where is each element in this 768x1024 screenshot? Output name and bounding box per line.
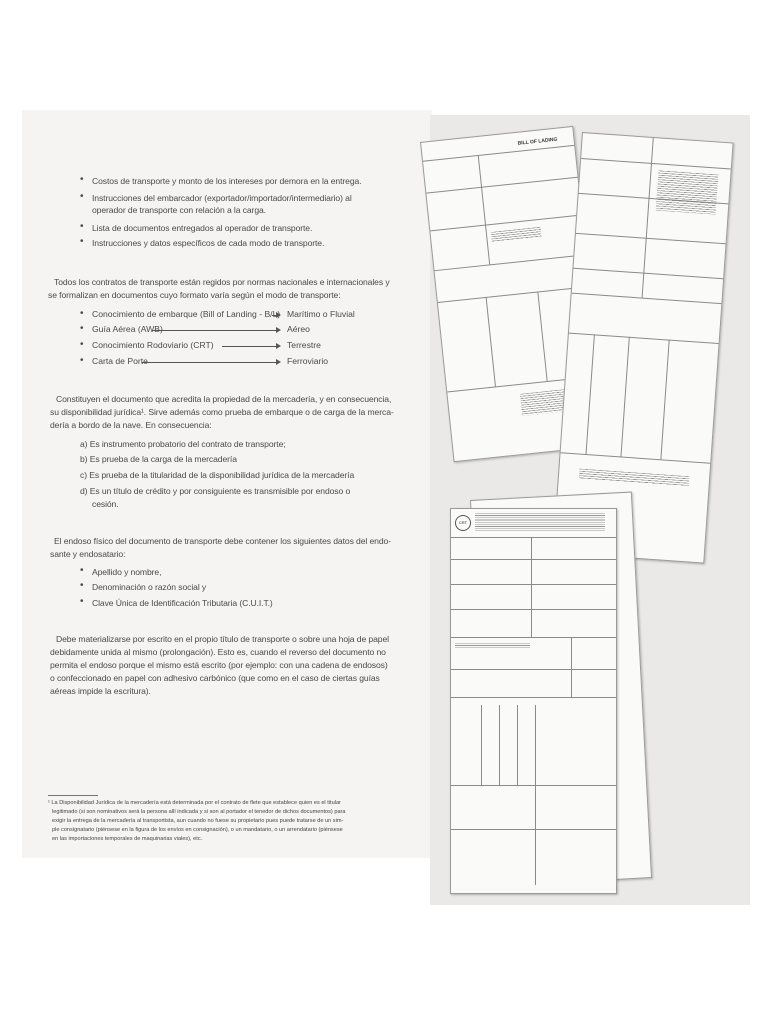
arrow-icon [276, 343, 281, 349]
bullet-marker: • [80, 596, 84, 607]
form-rule [573, 268, 723, 279]
form-rule [451, 697, 616, 698]
paragraph-line: Debe materializarse por escrito en el propio título de transporte o sobre una hoja de papel [56, 634, 389, 644]
paragraph-line: dería a bordo de la nave. En consecuencia: [50, 420, 212, 430]
bullet-marker: • [80, 308, 84, 319]
arrow-icon [276, 359, 281, 365]
form-rule [535, 705, 536, 785]
form-rule [537, 291, 547, 381]
form-rule [561, 452, 711, 463]
bullet-marker: • [80, 191, 84, 202]
form-rule [451, 609, 616, 610]
paragraph-line: su disponibilidad jurídica¹. Sirve además como prueba de embarque o de carga de la merca- [50, 407, 394, 417]
document-name: Conocimiento de embarque (Bill of Landing - B/L) [92, 309, 281, 319]
paragraph-line: permita el endoso porque el mismo está escrito (por ejemplo: con una cadena de endosos) [50, 660, 388, 670]
fine-print-block [579, 469, 689, 487]
form-rule [451, 637, 616, 638]
footnote-line: ¹ La Disponibilidad Jurídica de la mercadería está determinada por el contrato de flete que establece quien es el titular [48, 800, 341, 806]
form-rule [451, 584, 616, 585]
bullet-text: operador de transporte con relación a la carga. [92, 205, 266, 215]
footnote-line: ple consignatario (piénsese en la figura de los envíos en consignación), o un mandatario, o un arrendatario (piénsese [52, 827, 343, 833]
bullet-text: Costos de transporte y monto de los intereses por demora en la entrega. [92, 176, 362, 186]
form-rule [434, 254, 585, 271]
bullet-text: Instrucciones y datos específicos de cada modo de transporte. [92, 238, 325, 248]
form-rule [517, 705, 518, 785]
document-mode: Terrestre [287, 340, 321, 350]
paragraph-line: o confeccionado en papel con adhesivo carbónico (que como en el caso de ciertas guías [50, 673, 380, 683]
form-rule [423, 145, 574, 162]
form-rule [660, 340, 669, 460]
lettered-item: d) Es un título de crédito y por consiguiente es transmisible por endoso o [80, 486, 351, 496]
form-rule [438, 286, 589, 303]
form-rule [481, 705, 482, 785]
crt-form [450, 508, 617, 894]
arrow-icon [276, 327, 281, 333]
bullet-marker: • [80, 236, 84, 247]
lettered-item: cesión. [92, 499, 119, 509]
footnote-line: legitimado (si son nominativos será la persona allí indicada y si son al portador el tenedor de dichos documentos) para [52, 809, 346, 815]
paragraph-line: aéreas impide la escritura). [50, 686, 151, 696]
form-rule [581, 158, 731, 169]
paragraph-line: se formalizan en documentos cuyo formato varía según el modo de transporte: [48, 290, 341, 300]
form-rule [478, 155, 490, 265]
form-title: BILL OF LADING [517, 136, 558, 147]
form-rule [451, 829, 616, 830]
lettered-item: b) Es prueba de la carga de la mercadería [80, 454, 237, 464]
paragraph-line: El endoso físico del documento de transporte debe contener los siguientes datos del endo- [54, 536, 391, 546]
fine-print-block [656, 170, 719, 214]
bullet-marker: • [80, 355, 84, 366]
arrow-line [152, 330, 276, 331]
paragraph-line: sante y endosatario: [50, 549, 126, 559]
footnote-line: exigir la entrega de la mercadería al transportista, aun cuando no fuese su propietario pues puede tratarse de un sim- [52, 818, 344, 824]
fine-print-block [491, 227, 542, 242]
form-rule [486, 297, 496, 387]
endoso-item: Clave Única de Identificación Tributaria (C.U.I.T.) [92, 598, 273, 608]
form-rule [572, 293, 722, 304]
fine-print-block [475, 513, 605, 531]
document-name: Guía Aérea (AWB) [92, 324, 163, 334]
document-name: Carta de Porte [92, 356, 148, 366]
arrow-line [222, 346, 276, 347]
form-rule [569, 333, 719, 344]
form-rule [531, 537, 532, 637]
lettered-item: a) Es instrumento probatorio del contrato de transporte; [80, 439, 286, 449]
document-mode: Ferroviario [287, 356, 329, 366]
form-rule [535, 785, 536, 885]
form-rule [576, 233, 726, 244]
paragraph-line: Constituyen el documento que acredita la propiedad de la mercadería, y en consecuencia, [56, 394, 392, 404]
bullet-text: Lista de documentos entregados al operador de transporte. [92, 223, 313, 233]
form-rule [586, 334, 595, 454]
document-name: Conocimiento Rodoviario (CRT) [92, 340, 214, 350]
paragraph-line: Todos los contratos de transporte están regidos por normas nacionales e internacionales y [54, 277, 390, 287]
bullet-marker: • [80, 221, 84, 232]
arrow-icon [276, 312, 281, 318]
form-rule [426, 177, 577, 194]
bullet-marker: • [80, 323, 84, 334]
bullet-marker: • [80, 339, 84, 350]
lettered-item: c) Es prueba de la titularidad de la disponibilidad jurídica de la mercadería [80, 470, 355, 480]
form-rule [451, 537, 616, 538]
bullet-marker: • [80, 565, 84, 576]
form-rule [430, 215, 581, 232]
fine-print-block [455, 643, 530, 649]
arrow-line [142, 362, 276, 363]
document-mode: Marítimo o Fluvial [287, 309, 355, 319]
footnote-line: en las importaciones temporales de maquinarias viales), etc. [52, 836, 203, 842]
crt-badge: CRT [455, 515, 471, 531]
endoso-item: Apellido y nombre, [92, 567, 162, 577]
form-rule [451, 559, 616, 560]
form-rule [451, 785, 616, 786]
footnote-rule [48, 795, 98, 796]
paragraph-line: debidamente unida al mismo (prolongación). Esto es, cuando el reverso del documento no [50, 647, 386, 657]
bullet-marker: • [80, 174, 84, 185]
document-mode: Aéreo [287, 324, 310, 334]
form-rule [620, 337, 629, 457]
bullet-marker: • [80, 580, 84, 591]
form-rule [451, 669, 616, 670]
form-rule [499, 705, 500, 785]
bullet-text: Instrucciones del embarcador (exportador/importador/intermediario) al [92, 193, 352, 203]
endoso-item: Denominación o razón social y [92, 582, 207, 592]
form-rule [571, 637, 572, 697]
